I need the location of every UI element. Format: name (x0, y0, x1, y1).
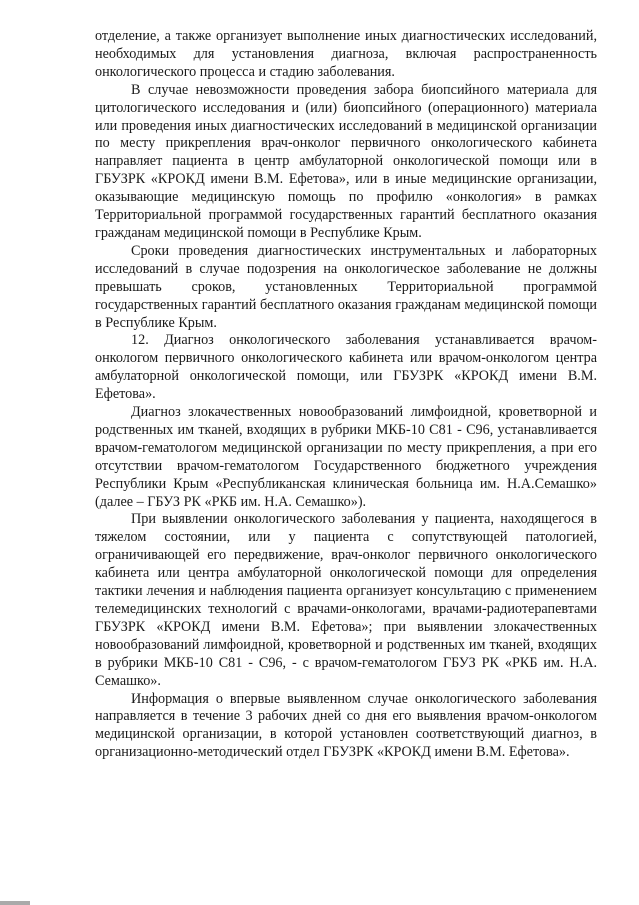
paragraph-6: При выявлении онкологического заболевания у пациента, находящегося в тяжелом состоянии, или у пациента с сопутствующей патологией, ограничивающей его передвижение, врач-онколог первичного онкологического кабинета или центра амбулаторной онкологической помощи для определения тактики лечения и наблюдения пациента организует консультацию с применением телемедицинских технологий с врачами-онкологами, врачами-радиотерапевтами ГБУЗРК «КРОКД имени В.М. Ефетова»; при выявлении злокачественных новообразований лимфоидной, кроветворной и родственных им тканей, входящих в рубрики МКБ-10 С81 - С96, - с врачом-гематологом ГБУЗ РК «РКБ им. Н.А. Семашко». (95, 511, 597, 689)
paragraph-2: В случае невозможности проведения забора биопсийного материала для цитологического исследования и (или) биопсийного (операционного) материала или проведения иных диагностических исследований в медицинской организации по месту прикрепления врач-онколог первичного онкологического кабинета направляет пациента в центр амбулаторной онкологической помощи или в ГБУЗРК «КРОКД имени В.М. Ефетова», или в иные медицинские организации, оказывающие медицинскую помощь по профилю «онкология» в рамках Территориальной программой государственных гарантий бесплатного оказания гражданам медицинской помощи в Республике Крым. (95, 81, 597, 241)
paragraph-5: Диагноз злокачественных новообразований лимфоидной, кроветворной и родственных им тканей, входящих в рубрики МКБ-10 С81 - С96, устанавливается врачом-гематологом медицинской организации по месту прикрепления, а при его отсутствии врачом-гематологом Государственного бюджетного учреждения Республики Крым «Республиканская клиническая больница им. Н.А.Семашко» (далее – ГБУЗ РК «РКБ им. Н.А. Семашко»). (95, 404, 597, 510)
scan-edge-mark (0, 901, 30, 905)
document-body (95, 28, 597, 762)
paragraph-3: Сроки проведения диагностических инструментальных и лабораторных исследований в случае подозрения на онкологическое заболевание не должны превышать сроков, установленных Территориальной программой государственных гарантий бесплатного оказания гражданам медицинской помощи в Республике Крым. (95, 242, 597, 331)
paragraph-4-item-12: 12. Диагноз онкологического заболевания устанавливается врачом-онкологом первичного онкологического кабинета или врачом-онкологом центра амбулаторной онкологической помощи, или ГБУЗРК «КРОКД имени В.М. Ефетова». (95, 332, 597, 403)
paragraph-7: Информация о впервые выявленном случае онкологического заболевания направляется в течение 3 рабочих дней со дня его выявления врачом-онкологом медицинской организации, в которой установлен соответствующий диагноз, в организационно-методический отдел ГБУЗРК «КРОКД имени В.М. Ефетова». (95, 690, 597, 761)
paragraph-1: отделение, а также организует выполнение иных диагностических исследований, необходимых для установления диагноза, включая распространенность онкологического процесса и стадию заболевания. (95, 28, 597, 80)
